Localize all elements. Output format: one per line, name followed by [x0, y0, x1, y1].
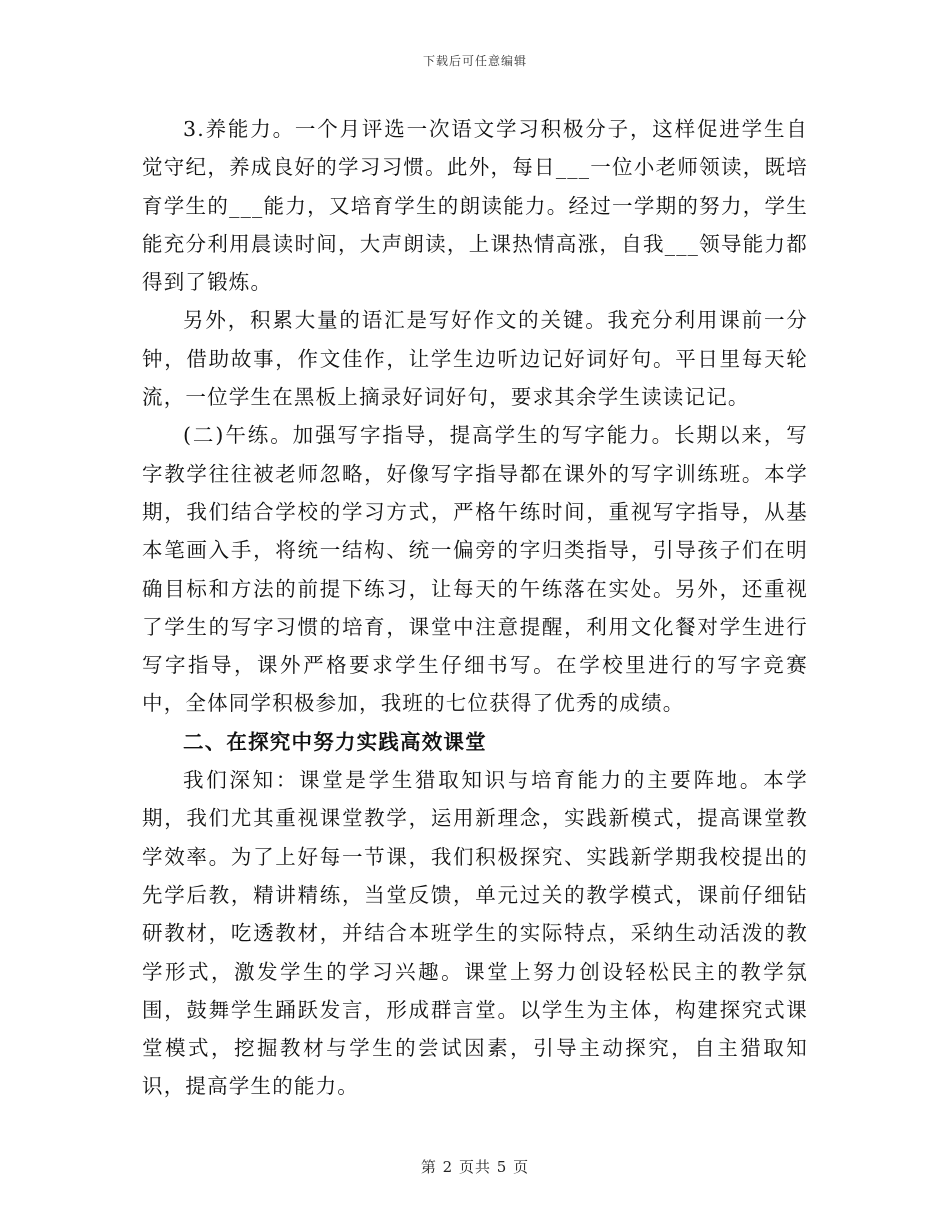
document-body [142, 110, 808, 1106]
paragraph-vocabulary: 另外，积累大量的语汇是写好作文的关键。我充分利用课前一分钟，借助故事，作文佳作，让学生边听边记好词好句。平日里每天轮流，一位学生在黑板上摘录好词好句，要求其余学生读读记记。 [142, 308, 808, 410]
section-heading-efficient-classroom: 二、在探究中努力实践高效课堂 [183, 729, 487, 754]
paragraph-reading-ability: 3.养能力。一个月评选一次语文学习积极分子，这样促进学生自觉守纪，养成良好的学习习惯。此外，每日___一位小老师领读，既培育学生的___能力，又培育学生的朗读能力。经过一学期的努力，学生能充分利用晨读时间，大声朗读，上课热情高涨，自我___领导能力都得到了锻炼。 [142, 117, 808, 295]
page-number: 第 2 页共 5 页 [420, 1158, 530, 1176]
paragraph-classroom-teaching: 我们深知：课堂是学生猎取知识与培育能力的主要阵地。本学期，我们尤其重视课堂教学，运用新理念，实践新模式，提高课堂教学效率。为了上好每一节课，我们积极探究、实践新学期我校提出的先学后教，精讲精练，当堂反馈，单元过关的教学模式，课前仔细钻研教材，吃透教材，并结合本班学生的实际特点，采纳生动活泼的教学形式，激发学生的学习兴趣。课堂上努力创设轻松民主的教学氛围，鼓舞学生踊跃发言，形成群言堂。以学生为主体，构建探究式课堂模式，挖掘教材与学生的尝试因素，引导主动探究，自主猎取知识，提高学生的能力。 [142, 768, 808, 1099]
paragraph-noon-writing: (二)午练。加强写字指导，提高学生的写字能力。长期以来，写字教学往往被老师忽略，好像写字指导都在课外的写字训练班。本学期，我们结合学校的学习方式，严格午练时间，重视写字指导，从基本笔画入手，将统一结构、统一偏旁的字归类指导，引导孩子们在明确目标和方法的前提下练习，让每天的午练落在实处。另外，还重视了学生的写字习惯的培育，课堂中注意提醒，利用文化餐对学生进行写字指导，课外严格要求学生仔细书写。在学校里进行的写字竞赛中，全体同学积极参加，我班的七位获得了优秀的成绩。 [142, 423, 808, 716]
page-header: 下载后可任意编辑 [422, 54, 527, 68]
